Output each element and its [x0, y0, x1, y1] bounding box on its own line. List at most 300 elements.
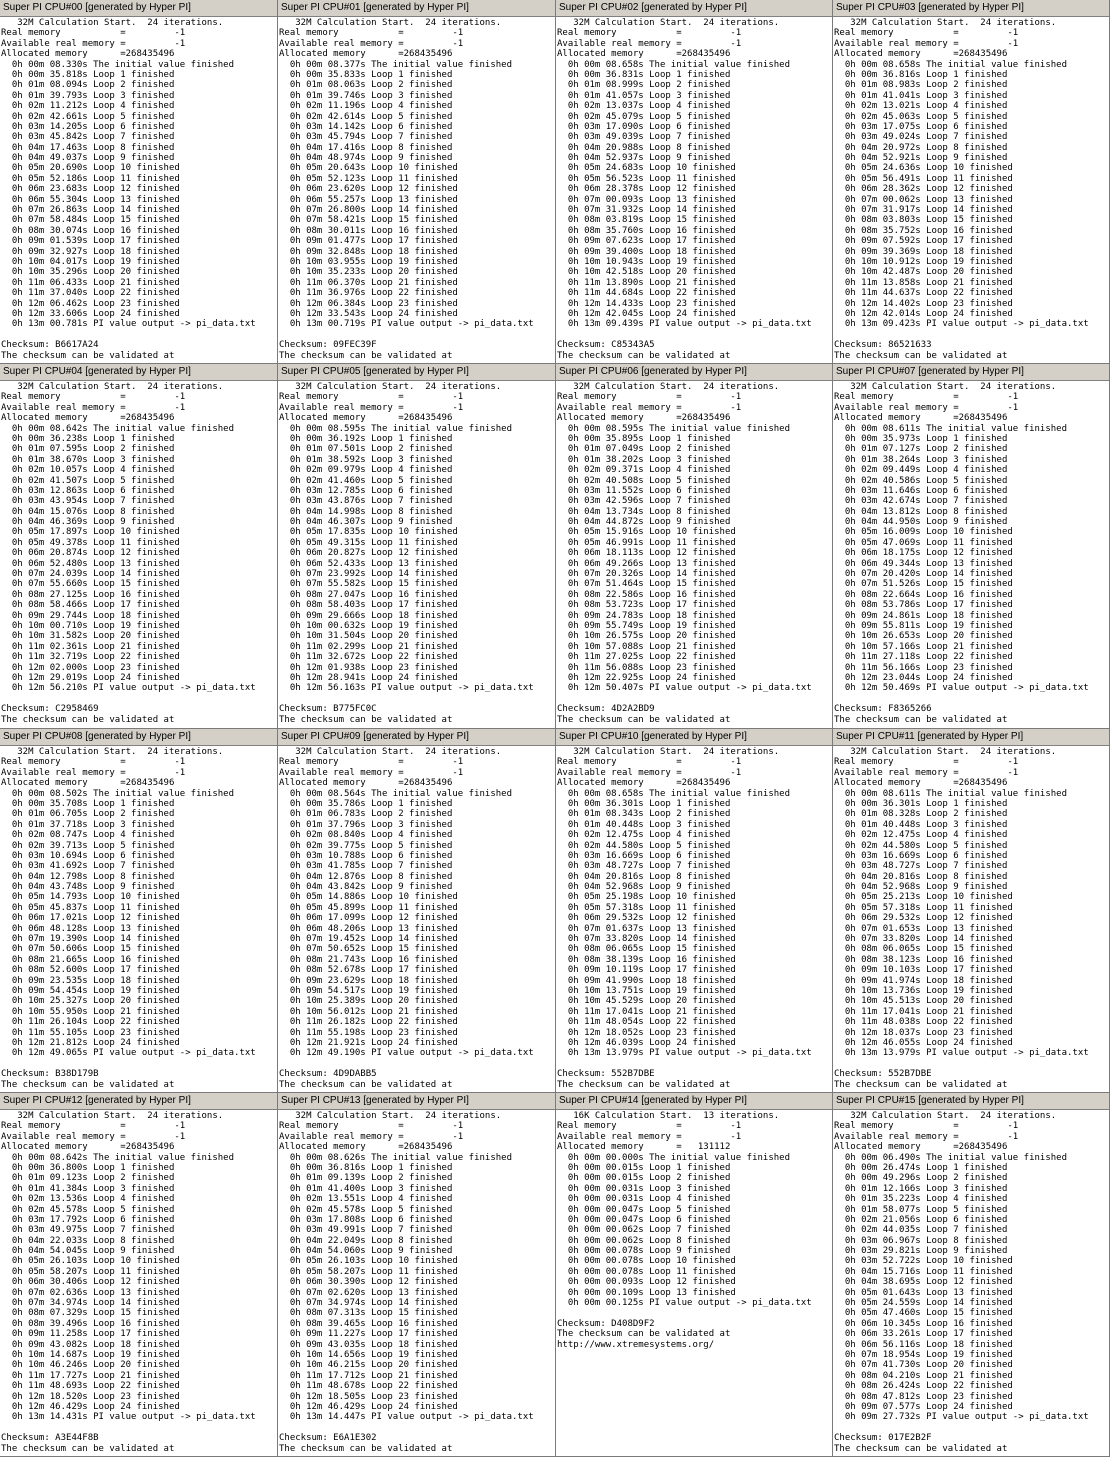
console-line: 0h 02m 09.979s Loop 4 finished	[279, 465, 453, 476]
console-line: Allocated memory =268435496	[279, 778, 453, 789]
window-title-bar[interactable]: Super PI CPU#01 [generated by Hyper PI]	[278, 0, 555, 17]
console-line: 0h 09m 55.811s Loop 19 finished	[834, 620, 1013, 631]
console-line: 0h 07m 50.606s Loop 15 finished	[1, 944, 180, 955]
console-line: The checksum can be validated at	[557, 714, 731, 725]
console-line: 0h 11m 32.719s Loop 22 finished	[1, 652, 180, 663]
console-line: Allocated memory =268435496	[834, 778, 1008, 789]
superpi-window-cpu08[interactable]	[0, 729, 278, 1093]
console-line: 0h 05m 57.318s Loop 11 finished	[557, 902, 736, 913]
console-line: 0h 11m 13.890s Loop 21 finished	[557, 277, 736, 288]
console-line: 0h 00m 00.062s Loop 8 finished	[557, 1235, 731, 1246]
window-title-bar[interactable]: Super PI CPU#02 [generated by Hyper PI]	[556, 0, 832, 17]
console-line: 0h 09m 11.258s Loop 17 finished	[1, 1329, 180, 1340]
console-line: 0h 00m 35.786s Loop 1 finished	[279, 798, 453, 809]
console-line: 0h 06m 30.390s Loop 12 finished	[279, 1277, 458, 1288]
checksum-line: Checksum: B775FC0C	[279, 704, 377, 715]
console-line: 0h 01m 09.123s Loop 2 finished	[1, 1173, 175, 1184]
console-line: 0h 06m 29.532s Loop 12 finished	[834, 913, 1013, 924]
calculation-start-line: 32M Calculation Start. 24 iterations.	[279, 382, 502, 392]
console-line: 0h 06m 52.480s Loop 13 finished	[1, 558, 180, 569]
superpi-window-cpu11[interactable]	[833, 729, 1110, 1093]
console-line: 0h 01m 07.501s Loop 2 finished	[279, 444, 453, 455]
console-line: 0h 11m 44.637s Loop 22 finished	[834, 288, 1013, 299]
console-line: 0h 10m 31.504s Loop 20 finished	[279, 631, 458, 642]
console-line: 0h 06m 48.128s Loop 13 finished	[1, 923, 180, 934]
console-line: Real memory = -1	[557, 392, 742, 403]
console-line: 0h 11m 48.054s Loop 22 finished	[557, 1017, 736, 1028]
console-line: 0h 08m 35.752s Loop 16 finished	[834, 225, 1013, 236]
console-line: Available real memory = -1	[279, 1131, 464, 1142]
console-line: Available real memory = -1	[557, 38, 742, 49]
console-line: 0h 08m 03.803s Loop 15 finished	[834, 215, 1013, 226]
console-line: 0h 12m 21.812s Loop 24 finished	[1, 1037, 180, 1048]
console-line: 0h 04m 43.748s Loop 9 finished	[1, 882, 175, 893]
console-line: 0h 06m 17.021s Loop 12 finished	[1, 913, 180, 924]
calculation-start-line: 32M Calculation Start. 24 iterations.	[1, 1111, 224, 1121]
console-line: 0h 01m 41.400s Loop 3 finished	[279, 1183, 453, 1194]
console-line: 0h 00m 08.626s The initial value finished	[279, 1152, 512, 1163]
console-line: 0h 00m 00.078s Loop 9 finished	[557, 1246, 731, 1257]
console-line: 0h 04m 20.988s Loop 8 finished	[557, 142, 731, 153]
console-line: 0h 03m 06.967s Loop 8 finished	[834, 1235, 1008, 1246]
console-line: 0h 05m 14.886s Loop 10 finished	[279, 892, 458, 903]
console-line: 0h 08m 22.664s Loop 16 finished	[834, 589, 1013, 600]
pi-output-line: 0h 13m 00.781s PI value output -> pi_data.txt	[1, 319, 256, 330]
console-line: 0h 11m 17.041s Loop 21 finished	[557, 1006, 736, 1017]
console-line: 0h 03m 41.785s Loop 7 finished	[279, 861, 453, 872]
console-line: Real memory = -1	[279, 28, 464, 39]
console-line: 0h 11m 02.299s Loop 21 finished	[279, 641, 458, 652]
console-line: 0h 11m 17.041s Loop 21 finished	[834, 1006, 1013, 1017]
console-line: 0h 11m 32.672s Loop 22 finished	[279, 652, 458, 663]
console-line: 0h 00m 26.474s Loop 1 finished	[834, 1162, 1008, 1173]
console-line: 0h 07m 19.390s Loop 14 finished	[1, 934, 180, 945]
console-line: 0h 12m 18.037s Loop 23 finished	[834, 1027, 1013, 1038]
console-line: 0h 00m 36.301s Loop 1 finished	[557, 798, 731, 809]
console-line: 0h 07m 31.917s Loop 14 finished	[834, 205, 1013, 216]
console-line: 0h 04m 38.695s Loop 12 finished	[834, 1277, 1013, 1288]
console-line: 0h 05m 45.899s Loop 11 finished	[279, 902, 458, 913]
pi-output-line: 0h 00m 00.125s PI value output -> pi_data.txt	[557, 1298, 812, 1309]
console-line: 0h 04m 20.816s Loop 8 finished	[834, 871, 1008, 882]
console-line: 0h 04m 22.049s Loop 8 finished	[279, 1235, 453, 1246]
console-line: 0h 05m 25.198s Loop 10 finished	[557, 892, 736, 903]
superpi-window-cpu02[interactable]	[556, 0, 833, 364]
console-line: 0h 01m 39.746s Loop 3 finished	[279, 90, 453, 101]
console-line: 0h 00m 08.611s The initial value finished	[834, 788, 1067, 799]
console-line: Allocated memory = 131112	[557, 1142, 731, 1153]
console-line: 0h 11m 55.198s Loop 23 finished	[279, 1027, 458, 1038]
console-line: 0h 10m 10.943s Loop 19 finished	[557, 256, 736, 267]
console-line: 0h 00m 36.301s Loop 1 finished	[834, 798, 1008, 809]
calculation-start-line: 16K Calculation Start. 13 iterations.	[557, 1111, 780, 1121]
console-line: 0h 10m 26.653s Loop 20 finished	[834, 631, 1013, 642]
console-line: 0h 00m 36.192s Loop 1 finished	[279, 433, 453, 444]
console-line: Available real memory = -1	[834, 767, 1019, 778]
console-line: 0h 01m 07.595s Loop 2 finished	[1, 444, 175, 455]
console-line: 0h 07m 55.660s Loop 15 finished	[1, 579, 180, 590]
console-line: Allocated memory =268435496	[557, 778, 731, 789]
console-line: 0h 04m 12.798s Loop 8 finished	[1, 871, 175, 882]
window-title-bar[interactable]: Super PI CPU#03 [generated by Hyper PI]	[833, 0, 1109, 17]
console-line: 0h 08m 58.403s Loop 17 finished	[279, 600, 458, 611]
console-line: 0h 01m 12.166s Loop 3 finished	[834, 1183, 1008, 1194]
console-line: 0h 03m 17.808s Loop 6 finished	[279, 1214, 453, 1225]
console-line: 0h 06m 28.362s Loop 12 finished	[834, 184, 1013, 195]
console-line: 0h 06m 30.406s Loop 12 finished	[1, 1277, 180, 1288]
console-line: 0h 11m 06.370s Loop 21 finished	[279, 277, 458, 288]
console-line: 0h 05m 47.460s Loop 15 finished	[834, 1308, 1013, 1319]
superpi-window-cpu13[interactable]	[278, 1093, 556, 1457]
console-output	[278, 1110, 555, 1454]
console-line: 0h 02m 13.021s Loop 4 finished	[834, 101, 1008, 112]
console-line: 0h 09m 01.539s Loop 17 finished	[1, 236, 180, 247]
console-line: 0h 03m 48.727s Loop 7 finished	[834, 861, 1008, 872]
console-line: 0h 01m 09.139s Loop 2 finished	[279, 1173, 453, 1184]
console-output	[556, 1110, 832, 1350]
console-line: 0h 06m 28.378s Loop 12 finished	[557, 184, 736, 195]
console-line: 0h 09m 07.577s Loop 24 finished	[834, 1401, 1013, 1412]
console-line: 0h 08m 27.125s Loop 16 finished	[1, 589, 180, 600]
console-line: 0h 08m 53.786s Loop 17 finished	[834, 600, 1013, 611]
console-line: 0h 08m 26.424s Loop 22 finished	[834, 1381, 1013, 1392]
console-line: 0h 05m 45.837s Loop 11 finished	[1, 902, 180, 913]
console-line: 0h 08m 21.743s Loop 16 finished	[279, 954, 458, 965]
pi-output-line: 0h 13m 00.719s PI value output -> pi_data.txt	[279, 319, 534, 330]
console-line	[279, 694, 555, 704]
console-line: Real memory = -1	[1, 28, 186, 39]
console-line: 0h 10m 42.518s Loop 20 finished	[557, 267, 736, 278]
checksum-line: Checksum: 552B7DBE	[557, 1069, 655, 1080]
console-output	[0, 746, 277, 1090]
window-title-bar[interactable]: Super PI CPU#11 [generated by Hyper PI]	[833, 729, 1109, 746]
console-line: 0h 00m 08.658s The initial value finished	[557, 788, 790, 799]
console-line: 0h 11m 13.858s Loop 21 finished	[834, 277, 1013, 288]
console-line: 0h 11m 44.684s Loop 22 finished	[557, 288, 736, 299]
console-line: 0h 12m 06.462s Loop 23 finished	[1, 298, 180, 309]
console-line: 0h 03m 29.821s Loop 9 finished	[834, 1246, 1008, 1257]
window-title-bar[interactable]: Super PI CPU#12 [generated by Hyper PI]	[0, 1093, 277, 1110]
pi-output-line: 0h 12m 49.065s PI value output -> pi_data.txt	[1, 1048, 256, 1059]
console-line: 0h 08m 04.210s Loop 21 finished	[834, 1370, 1013, 1381]
console-line: 0h 01m 06.783s Loop 2 finished	[279, 809, 453, 820]
console-line: 0h 06m 23.683s Loop 12 finished	[1, 184, 180, 195]
superpi-window-cpu10[interactable]	[556, 729, 833, 1093]
console-line: 0h 09m 41.990s Loop 18 finished	[557, 975, 736, 986]
console-line: 0h 07m 55.582s Loop 15 finished	[279, 579, 458, 590]
console-line: 0h 02m 42.661s Loop 5 finished	[1, 111, 175, 122]
console-line: 0h 10m 13.736s Loop 19 finished	[834, 985, 1013, 996]
console-line: 0h 10m 04.017s Loop 19 finished	[1, 256, 180, 267]
console-line: 0h 10m 57.166s Loop 21 finished	[834, 641, 1013, 652]
console-line: 0h 06m 52.433s Loop 13 finished	[279, 558, 458, 569]
console-line: 0h 08m 39.496s Loop 16 finished	[1, 1318, 180, 1329]
window-title-bar[interactable]: Super PI CPU#10 [generated by Hyper PI]	[556, 729, 832, 746]
console-line: 0h 01m 08.983s Loop 2 finished	[834, 80, 1008, 91]
console-line: 0h 08m 58.466s Loop 17 finished	[1, 600, 180, 611]
pi-output-line: 0h 13m 13.979s PI value output -> pi_data.txt	[557, 1048, 812, 1059]
console-line: 0h 02m 11.196s Loop 4 finished	[279, 101, 453, 112]
console-line: 0h 01m 40.448s Loop 3 finished	[557, 819, 731, 830]
console-line: Available real memory = -1	[1, 1131, 186, 1142]
console-line: 0h 01m 41.384s Loop 3 finished	[1, 1183, 175, 1194]
window-title-bar[interactable]: Super PI CPU#15 [generated by Hyper PI]	[833, 1093, 1109, 1110]
console-line: 0h 12m 29.019s Loop 24 finished	[1, 672, 180, 683]
console-line: 0h 03m 43.954s Loop 7 finished	[1, 496, 175, 507]
console-line: 0h 00m 06.490s The initial value finished	[834, 1152, 1067, 1163]
console-line: 0h 07m 26.800s Loop 14 finished	[279, 205, 458, 216]
console-line: 0h 11m 27.025s Loop 22 finished	[557, 652, 736, 663]
console-line: 0h 11m 26.104s Loop 22 finished	[1, 1017, 180, 1028]
console-line: 0h 04m 46.307s Loop 9 finished	[279, 517, 453, 528]
console-line: 0h 08m 47.812s Loop 23 finished	[834, 1391, 1013, 1402]
window-title-bar[interactable]: Super PI CPU#08 [generated by Hyper PI]	[0, 729, 277, 746]
console-line: 0h 02m 12.475s Loop 4 finished	[834, 830, 1008, 841]
calculation-start-line: 32M Calculation Start. 24 iterations.	[557, 382, 780, 392]
console-line: 0h 07m 51.464s Loop 15 finished	[557, 579, 736, 590]
console-line: Allocated memory =268435496	[279, 1142, 453, 1153]
console-line: 0h 04m 52.937s Loop 9 finished	[557, 153, 731, 164]
console-line: 0h 03m 48.727s Loop 7 finished	[557, 861, 731, 872]
console-line: Allocated memory =268435496	[1, 1142, 175, 1153]
console-line: The checksum can be validated at	[834, 1079, 1008, 1090]
console-line: 0h 07m 33.820s Loop 14 finished	[834, 934, 1013, 945]
superpi-window-cpu03[interactable]	[833, 0, 1110, 364]
console-line: 0h 07m 31.932s Loop 14 finished	[557, 205, 736, 216]
console-line: Allocated memory =268435496	[834, 1142, 1008, 1153]
window-title-bar[interactable]: Super PI CPU#00 [generated by Hyper PI]	[0, 0, 277, 17]
console-line: 0h 07m 51.526s Loop 15 finished	[834, 579, 1013, 590]
console-line: 0h 10m 35.233s Loop 20 finished	[279, 267, 458, 278]
console-line: 0h 08m 07.329s Loop 15 finished	[1, 1308, 180, 1319]
console-line: 0h 11m 56.088s Loop 23 finished	[557, 662, 736, 673]
console-line: 0h 05m 17.835s Loop 10 finished	[279, 527, 458, 538]
superpi-window-cpu01[interactable]	[278, 0, 556, 364]
console-line: 0h 12m 46.039s Loop 24 finished	[557, 1037, 736, 1048]
window-title-bar[interactable]: Super PI CPU#05 [generated by Hyper PI]	[278, 364, 555, 381]
console-line: 0h 05m 14.793s Loop 10 finished	[1, 892, 180, 903]
console-line: 0h 12m 46.055s Loop 24 finished	[834, 1037, 1013, 1048]
console-line: 0h 10m 14.687s Loop 19 finished	[1, 1349, 180, 1360]
console-line: The checksum can be validated at	[1, 350, 175, 361]
console-line: 0h 11m 36.976s Loop 22 finished	[279, 288, 458, 299]
console-line: 0h 02m 10.057s Loop 4 finished	[1, 465, 175, 476]
console-line: 0h 05m 58.207s Loop 11 finished	[1, 1266, 180, 1277]
console-line: 0h 01m 38.264s Loop 3 finished	[834, 454, 1008, 465]
console-line: 0h 06m 20.874s Loop 12 finished	[1, 548, 180, 559]
console-line: 0h 11m 26.182s Loop 22 finished	[279, 1017, 458, 1028]
console-line: 0h 03m 12.863s Loop 6 finished	[1, 485, 175, 496]
console-line: 0h 02m 40.508s Loop 5 finished	[557, 475, 731, 486]
console-output	[556, 746, 832, 1090]
pi-output-line: 0h 09m 27.732s PI value output -> pi_data.txt	[834, 1412, 1089, 1423]
console-line: 0h 01m 58.077s Loop 5 finished	[834, 1204, 1008, 1215]
pi-output-line: 0h 13m 13.979s PI value output -> pi_data.txt	[834, 1048, 1089, 1059]
console-line: 0h 05m 46.991s Loop 11 finished	[557, 537, 736, 548]
console-line: 0h 12m 33.606s Loop 24 finished	[1, 308, 180, 319]
pi-output-line: 0h 12m 49.190s PI value output -> pi_data.txt	[279, 1048, 534, 1059]
console-line: 0h 10m 45.513s Loop 20 finished	[834, 996, 1013, 1007]
console-line	[557, 1059, 832, 1069]
superpi-window-cpu07[interactable]	[833, 364, 1110, 729]
console-line: Allocated memory =268435496	[557, 49, 731, 60]
console-line: 0h 01m 37.796s Loop 3 finished	[279, 819, 453, 830]
console-line: 0h 05m 47.069s Loop 11 finished	[834, 537, 1013, 548]
console-line: Allocated memory =268435496	[834, 49, 1008, 60]
console-line: 0h 11m 48.693s Loop 22 finished	[1, 1381, 180, 1392]
console-line	[834, 1059, 1109, 1069]
calculation-start-line: 32M Calculation Start. 24 iterations.	[557, 18, 780, 28]
console-line: 0h 11m 48.038s Loop 22 finished	[834, 1017, 1013, 1028]
superpi-window-cpu05[interactable]	[278, 364, 556, 729]
pi-output-line: 0h 12m 50.469s PI value output -> pi_data.txt	[834, 683, 1089, 694]
console-line: Available real memory = -1	[834, 402, 1019, 413]
console-line: 0h 10m 57.088s Loop 21 finished	[557, 641, 736, 652]
checksum-line: Checksum: 86521633	[834, 340, 932, 351]
superpi-window-cpu15[interactable]	[833, 1093, 1110, 1457]
console-line: 0h 02m 42.614s Loop 5 finished	[279, 111, 453, 122]
console-line: 0h 04m 13.734s Loop 8 finished	[557, 506, 731, 517]
window-title-bar[interactable]: Super PI CPU#04 [generated by Hyper PI]	[0, 364, 277, 381]
console-line: http://www.xtremesystems.org/	[557, 1339, 715, 1350]
console-line: 0h 01m 38.592s Loop 3 finished	[279, 454, 453, 465]
console-line: 0h 06m 18.175s Loop 12 finished	[834, 548, 1013, 559]
console-line: 0h 00m 00.015s Loop 2 finished	[557, 1173, 731, 1184]
console-line: 0h 12m 14.402s Loop 23 finished	[834, 298, 1013, 309]
console-line: 0h 09m 43.035s Loop 18 finished	[279, 1339, 458, 1350]
console-line: 0h 09m 07.592s Loop 17 finished	[834, 236, 1013, 247]
console-line: 0h 08m 07.313s Loop 15 finished	[279, 1308, 458, 1319]
console-line: 0h 00m 08.595s The initial value finished	[557, 423, 790, 434]
console-line: 0h 06m 48.206s Loop 13 finished	[279, 923, 458, 934]
console-line: 0h 12m 28.941s Loop 24 finished	[279, 672, 458, 683]
console-line: 0h 07m 02.636s Loop 13 finished	[1, 1287, 180, 1298]
console-line: 0h 03m 10.788s Loop 6 finished	[279, 850, 453, 861]
console-line: 0h 12m 46.429s Loop 24 finished	[279, 1401, 458, 1412]
console-line: 0h 00m 00.062s Loop 7 finished	[557, 1225, 731, 1236]
console-line: 0h 12m 33.543s Loop 24 finished	[279, 308, 458, 319]
console-line: 0h 09m 07.623s Loop 17 finished	[557, 236, 736, 247]
superpi-window-cpu00[interactable]	[0, 0, 278, 364]
console-line: 0h 02m 11.212s Loop 4 finished	[1, 101, 175, 112]
console-line: 0h 01m 41.041s Loop 3 finished	[834, 90, 1008, 101]
superpi-window-cpu12[interactable]	[0, 1093, 278, 1457]
console-output	[0, 1110, 277, 1454]
console-output	[556, 381, 832, 725]
console-line: 0h 05m 52.123s Loop 11 finished	[279, 173, 458, 184]
console-line: Allocated memory =268435496	[834, 413, 1008, 424]
superpi-window-cpu06[interactable]	[556, 364, 833, 729]
console-line: 0h 01m 39.793s Loop 3 finished	[1, 90, 175, 101]
console-line: 0h 04m 44.872s Loop 9 finished	[557, 517, 731, 528]
window-title-bar[interactable]: Super PI CPU#06 [generated by Hyper PI]	[556, 364, 832, 381]
console-line: Real memory = -1	[279, 392, 464, 403]
console-line: 0h 05m 56.491s Loop 11 finished	[834, 173, 1013, 184]
superpi-window-cpu09[interactable]	[278, 729, 556, 1093]
console-line: 0h 00m 35.895s Loop 1 finished	[557, 433, 731, 444]
console-line: 0h 05m 20.690s Loop 10 finished	[1, 163, 180, 174]
console-line	[557, 694, 832, 704]
window-title-bar[interactable]: Super PI CPU#09 [generated by Hyper PI]	[278, 729, 555, 746]
console-line: Real memory = -1	[834, 392, 1019, 403]
console-line: 0h 10m 45.529s Loop 20 finished	[557, 996, 736, 1007]
console-line: 0h 00m 08.658s The initial value finished	[834, 59, 1067, 70]
console-line: 0h 12m 14.433s Loop 23 finished	[557, 298, 736, 309]
console-line: 0h 12m 23.044s Loop 24 finished	[834, 672, 1013, 683]
window-title-bar[interactable]: Super PI CPU#13 [generated by Hyper PI]	[278, 1093, 555, 1110]
console-line: 0h 01m 08.328s Loop 2 finished	[834, 809, 1008, 820]
console-line: 0h 00m 00.031s Loop 4 finished	[557, 1194, 731, 1205]
calculation-start-line: 32M Calculation Start. 24 iterations.	[279, 18, 502, 28]
console-line: 0h 10m 14.656s Loop 19 finished	[279, 1349, 458, 1360]
console-line: 0h 04m 17.416s Loop 8 finished	[279, 142, 453, 153]
console-line: 0h 00m 36.238s Loop 1 finished	[1, 433, 175, 444]
console-line: 0h 12m 06.384s Loop 23 finished	[279, 298, 458, 309]
console-line: 0h 12m 21.921s Loop 24 finished	[279, 1037, 458, 1048]
console-line: 0h 10m 55.950s Loop 21 finished	[1, 1006, 180, 1017]
console-line	[1, 1059, 277, 1069]
console-line: 0h 10m 00.632s Loop 19 finished	[279, 620, 458, 631]
checksum-line: Checksum: 4D2A2BD9	[557, 704, 655, 715]
console-line: 0h 12m 46.429s Loop 24 finished	[1, 1401, 180, 1412]
console-line: 0h 05m 58.207s Loop 11 finished	[279, 1266, 458, 1277]
console-line: 0h 10m 46.215s Loop 20 finished	[279, 1360, 458, 1371]
pi-output-line: 0h 12m 50.407s PI value output -> pi_data.txt	[557, 683, 812, 694]
console-line: 0h 02m 45.578s Loop 5 finished	[279, 1204, 453, 1215]
superpi-window-cpu04[interactable]	[0, 364, 278, 729]
console-line: Real memory = -1	[1, 392, 186, 403]
superpi-window-cpu14[interactable]	[556, 1093, 833, 1457]
console-line: 0h 00m 08.330s The initial value finished	[1, 59, 234, 70]
checksum-line: Checksum: C85343A5	[557, 340, 655, 351]
console-line: 0h 06m 23.620s Loop 12 finished	[279, 184, 458, 195]
console-line: 0h 11m 48.678s Loop 22 finished	[279, 1381, 458, 1392]
console-line: 0h 00m 08.611s The initial value finished	[834, 423, 1067, 434]
console-line: 0h 01m 08.063s Loop 2 finished	[279, 80, 453, 91]
console-line	[834, 1423, 1109, 1433]
console-line: Allocated memory =268435496	[557, 413, 731, 424]
console-line: 0h 09m 10.119s Loop 17 finished	[557, 965, 736, 976]
console-line: 0h 05m 24.636s Loop 10 finished	[834, 163, 1013, 174]
console-line: The checksum can be validated at	[557, 1329, 731, 1340]
console-line: 0h 07m 00.093s Loop 13 finished	[557, 194, 736, 205]
console-line: Available real memory = -1	[1, 38, 186, 49]
calculation-start-line: 32M Calculation Start. 24 iterations.	[834, 747, 1057, 757]
console-line: 0h 05m 16.009s Loop 10 finished	[834, 527, 1013, 538]
console-line: 0h 10m 10.912s Loop 19 finished	[834, 256, 1013, 267]
console-line: Available real memory = -1	[1, 767, 186, 778]
console-line: 0h 05m 17.897s Loop 10 finished	[1, 527, 180, 538]
console-line	[1, 330, 277, 340]
console-line: 0h 05m 20.643s Loop 10 finished	[279, 163, 458, 174]
console-line: 0h 08m 35.760s Loop 16 finished	[557, 225, 736, 236]
console-line: Available real memory = -1	[557, 402, 742, 413]
console-line: 0h 00m 00.047s Loop 6 finished	[557, 1214, 731, 1225]
checksum-line: Checksum: D408D9F2	[557, 1318, 655, 1329]
console-line: 0h 12m 42.014s Loop 24 finished	[834, 308, 1013, 319]
console-line: 0h 12m 22.925s Loop 24 finished	[557, 672, 736, 683]
console-line: Real memory = -1	[279, 757, 464, 768]
console-line: 0h 10m 26.575s Loop 20 finished	[557, 631, 736, 642]
window-title-bar[interactable]: Super PI CPU#07 [generated by Hyper PI]	[833, 364, 1109, 381]
console-line: 0h 11m 02.361s Loop 21 finished	[1, 641, 180, 652]
console-line: 0h 08m 39.465s Loop 16 finished	[279, 1318, 458, 1329]
window-title-bar[interactable]: Super PI CPU#14 [generated by Hyper PI]	[556, 1093, 832, 1110]
console-line: Real memory = -1	[557, 757, 742, 768]
console-line: Real memory = -1	[834, 757, 1019, 768]
console-line: 0h 01m 07.127s Loop 2 finished	[834, 444, 1008, 455]
calculation-start-line: 32M Calculation Start. 24 iterations.	[279, 747, 502, 757]
